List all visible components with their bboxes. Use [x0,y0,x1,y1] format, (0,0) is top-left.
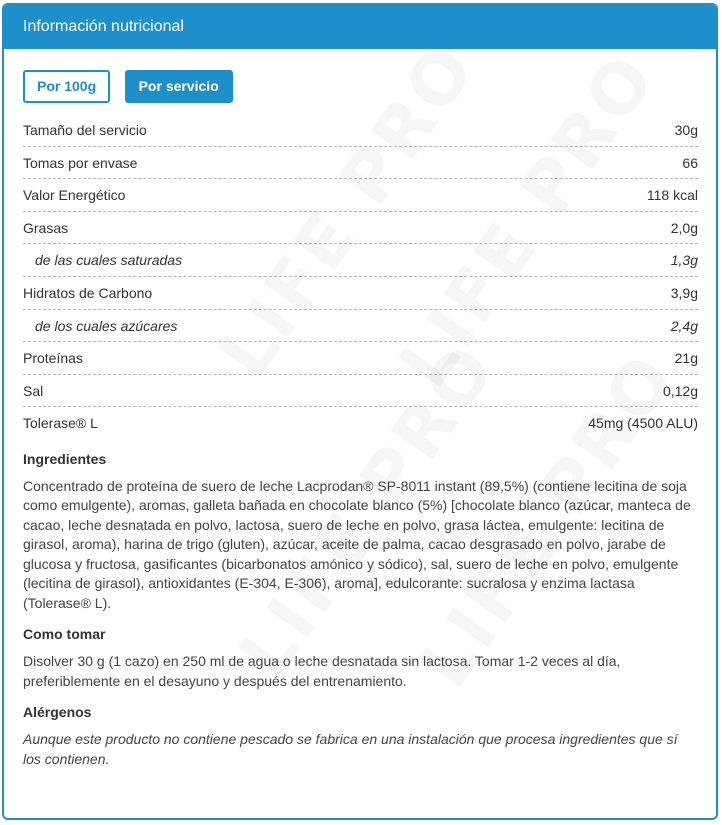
nutrient-value: 30g [674,122,698,138]
panel-content [4,49,716,769]
nutrient-label: Hidratos de Carbono [23,284,153,301]
table-row [23,244,698,277]
nutrient-value: 3,9g [670,284,698,301]
nutrient-label: Tomas por envase [23,154,138,171]
usage-title: Como tomar [23,626,106,643]
usage-text: Disolver 30 g (1 cazo) en 250 ml de agua o leche desnatada sin lactosa. Tomar 1-2 veces al día, preferiblemente en el desayuno y después del entrenamiento. [23,653,621,689]
nutrient-value: 0,12g [662,382,698,399]
nutrient-value: 66 [682,154,698,171]
nutrient-label: Proteínas [23,350,83,367]
table-row [23,147,698,180]
allergens-title: Alérgenos [23,704,92,721]
nutrient-value: 1,3g [670,252,698,269]
table-row [23,277,698,310]
per-100g-button[interactable]: Por 100g [23,70,110,103]
table-row [23,114,698,147]
nutrient-value: 21g [674,350,698,367]
nutrient-label: Valor Energético [23,187,126,204]
nutrient-label: Tamaño del servicio [23,122,147,138]
table-row [23,212,698,245]
nutrient-label: de los cuales azúcares [35,317,178,334]
table-row [23,375,698,408]
table-row [23,310,698,343]
panel-title: Información nutricional [23,18,184,35]
nutrient-label: Tolerase® L [23,415,98,432]
ingredients-text: Concentrado de proteína de suero de leche Lacprodan® SP-8011 instant (89,5%) (contiene lecitina de soja como emulgente), aromas, galleta bañada en chocolate blanco (5%) [chocolate blanco (azúcar, manteca de cacao, leche desnatada en polvo, lactosa, suero de leche en polvo, grasa láctea, emulgente: lecitina de girasol, aroma), harina de trigo (gluten), azúcar, aceite de palma, cacao desgrasado en polvo, jarabe de glucosa y fructosa, gasificantes (bicarbonatos amónico y sódico), sal, suero de leche en polvo, emulgente (lecitina de girasol), antioxidantes (E-304, E-306), aroma], edulcorante: sucralosa y enzima lactasa (Tolerase® L). [23,477,691,611]
nutrient-value: 2,0g [670,219,698,236]
table-row [23,407,698,440]
table-row [23,179,698,212]
nutrient-label: Sal [23,382,44,399]
nutrient-label: de las cuales saturadas [35,252,183,269]
ingredients-title: Ingredientes [23,450,107,467]
nutrition-panel [2,3,718,820]
panel-header [4,5,716,49]
nutrition-table [23,114,698,440]
table-row [23,342,698,375]
serving-toggle [23,49,698,103]
nutrient-label: Grasas [23,219,69,236]
nutrient-value: 45mg (4500 ALU) [588,415,698,432]
per-serving-button[interactable]: Por servicio [125,70,233,103]
allergens-text: Aunque este producto no contiene pescado se fabrica en una instalación que procesa ingredientes que sí los contienen. [23,731,678,767]
nutrient-value: 2,4g [670,317,698,334]
nutrient-value: 118 kcal [646,187,698,204]
